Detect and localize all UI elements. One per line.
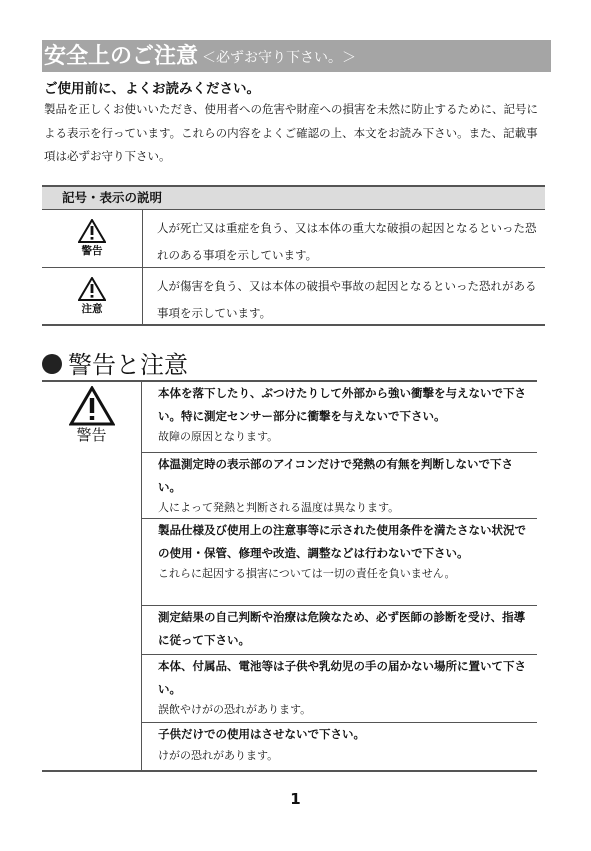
intro-heading: ご使用前に、よくお読みください。 <box>44 81 260 97</box>
symbol-cell <box>42 268 143 324</box>
warning-text: 体温測定時の表示部のアイコンだけで発熱の有無を判断しないで下さい。 <box>158 457 514 494</box>
symbol-row-caution <box>42 267 545 326</box>
warnings-list <box>142 382 537 770</box>
warnings-heading-text: 警告と注意 <box>68 351 188 379</box>
symbol-cell <box>42 210 143 267</box>
section-title-bar <box>42 40 551 72</box>
warning-reason: これらに起因する損害については一切の責任を負いません。 <box>158 567 456 580</box>
warning-triangle-icon <box>78 277 106 301</box>
warning-text: 本体を落下したり、ぶつけたりして外部から強い衝撃を与えないで下さい。特に測定センサー部分に衝撃を与えないで下さい。 <box>158 386 526 423</box>
section-title: 安全上のご注意 <box>44 44 199 69</box>
warning-item <box>142 605 537 654</box>
warning-reason: 人によって発熱と判断される温度は異なります。 <box>158 501 400 514</box>
warning-text: 子供だけでの使用はさせないで下さい。 <box>158 727 365 741</box>
warning-item <box>142 654 537 722</box>
warnings-icon-cell <box>42 382 142 770</box>
section-subtitle: ＜必ずお守り下さい。＞ <box>202 50 357 66</box>
warning-reason: 誤飲やけがの恐れがあります。 <box>158 703 312 716</box>
warning-item <box>142 382 537 452</box>
warning-reason: けがの恐れがあります。 <box>158 748 279 762</box>
warning-text: 製品仕様及び使用上の注意事等に示された使用条件を満たさない状況での使用・保管、修理や改造、調整などは行わないで下さい。 <box>158 523 526 560</box>
warning-item <box>142 722 537 770</box>
intro-paragraph: 製品を正しくお使いいただき、使用者への危害や財産への損害を未然に防止するために、記号による表示を行っています。これらの内容をよくご確認の上、本文をお読み下さい。また、記載事項は必ずお守り下さい。 <box>44 102 539 163</box>
symbol-explanation-table <box>42 185 545 326</box>
warning-text: 本体、付属品、電池等は子供や乳幼児の手の届かない場所に置いて下さい。 <box>158 659 526 696</box>
warnings-icon-label: 警告 <box>76 426 107 444</box>
symbol-description: 人が死亡又は重症を負う、又は本体の重大な破損の起因となるといった恐れのある事項を示しています。 <box>157 221 537 262</box>
symbol-description: 人が傷害を負う、又は本体の破損や事故の起因となるといった恐れがある事項を示しています。 <box>157 279 537 320</box>
symbol-label: 注意 <box>81 302 103 315</box>
symbol-table-header: 記号・表示の説明 <box>42 185 545 209</box>
page-number: 1 <box>290 790 301 808</box>
warning-reason: 故障の原因となります。 <box>158 430 279 443</box>
warning-triangle-icon <box>69 386 115 426</box>
warning-text: 測定結果の自己判断や治療は危険なため、必ず医師の診断を受け、指導に従って下さい。 <box>158 610 526 647</box>
warning-triangle-icon <box>78 219 106 243</box>
warnings-table <box>42 380 537 772</box>
warnings-heading <box>42 345 188 380</box>
bullet-icon <box>42 354 62 374</box>
warning-item <box>142 452 537 518</box>
warning-item <box>142 518 537 605</box>
symbol-label: 警告 <box>81 245 103 257</box>
symbol-row-warning <box>42 209 545 267</box>
